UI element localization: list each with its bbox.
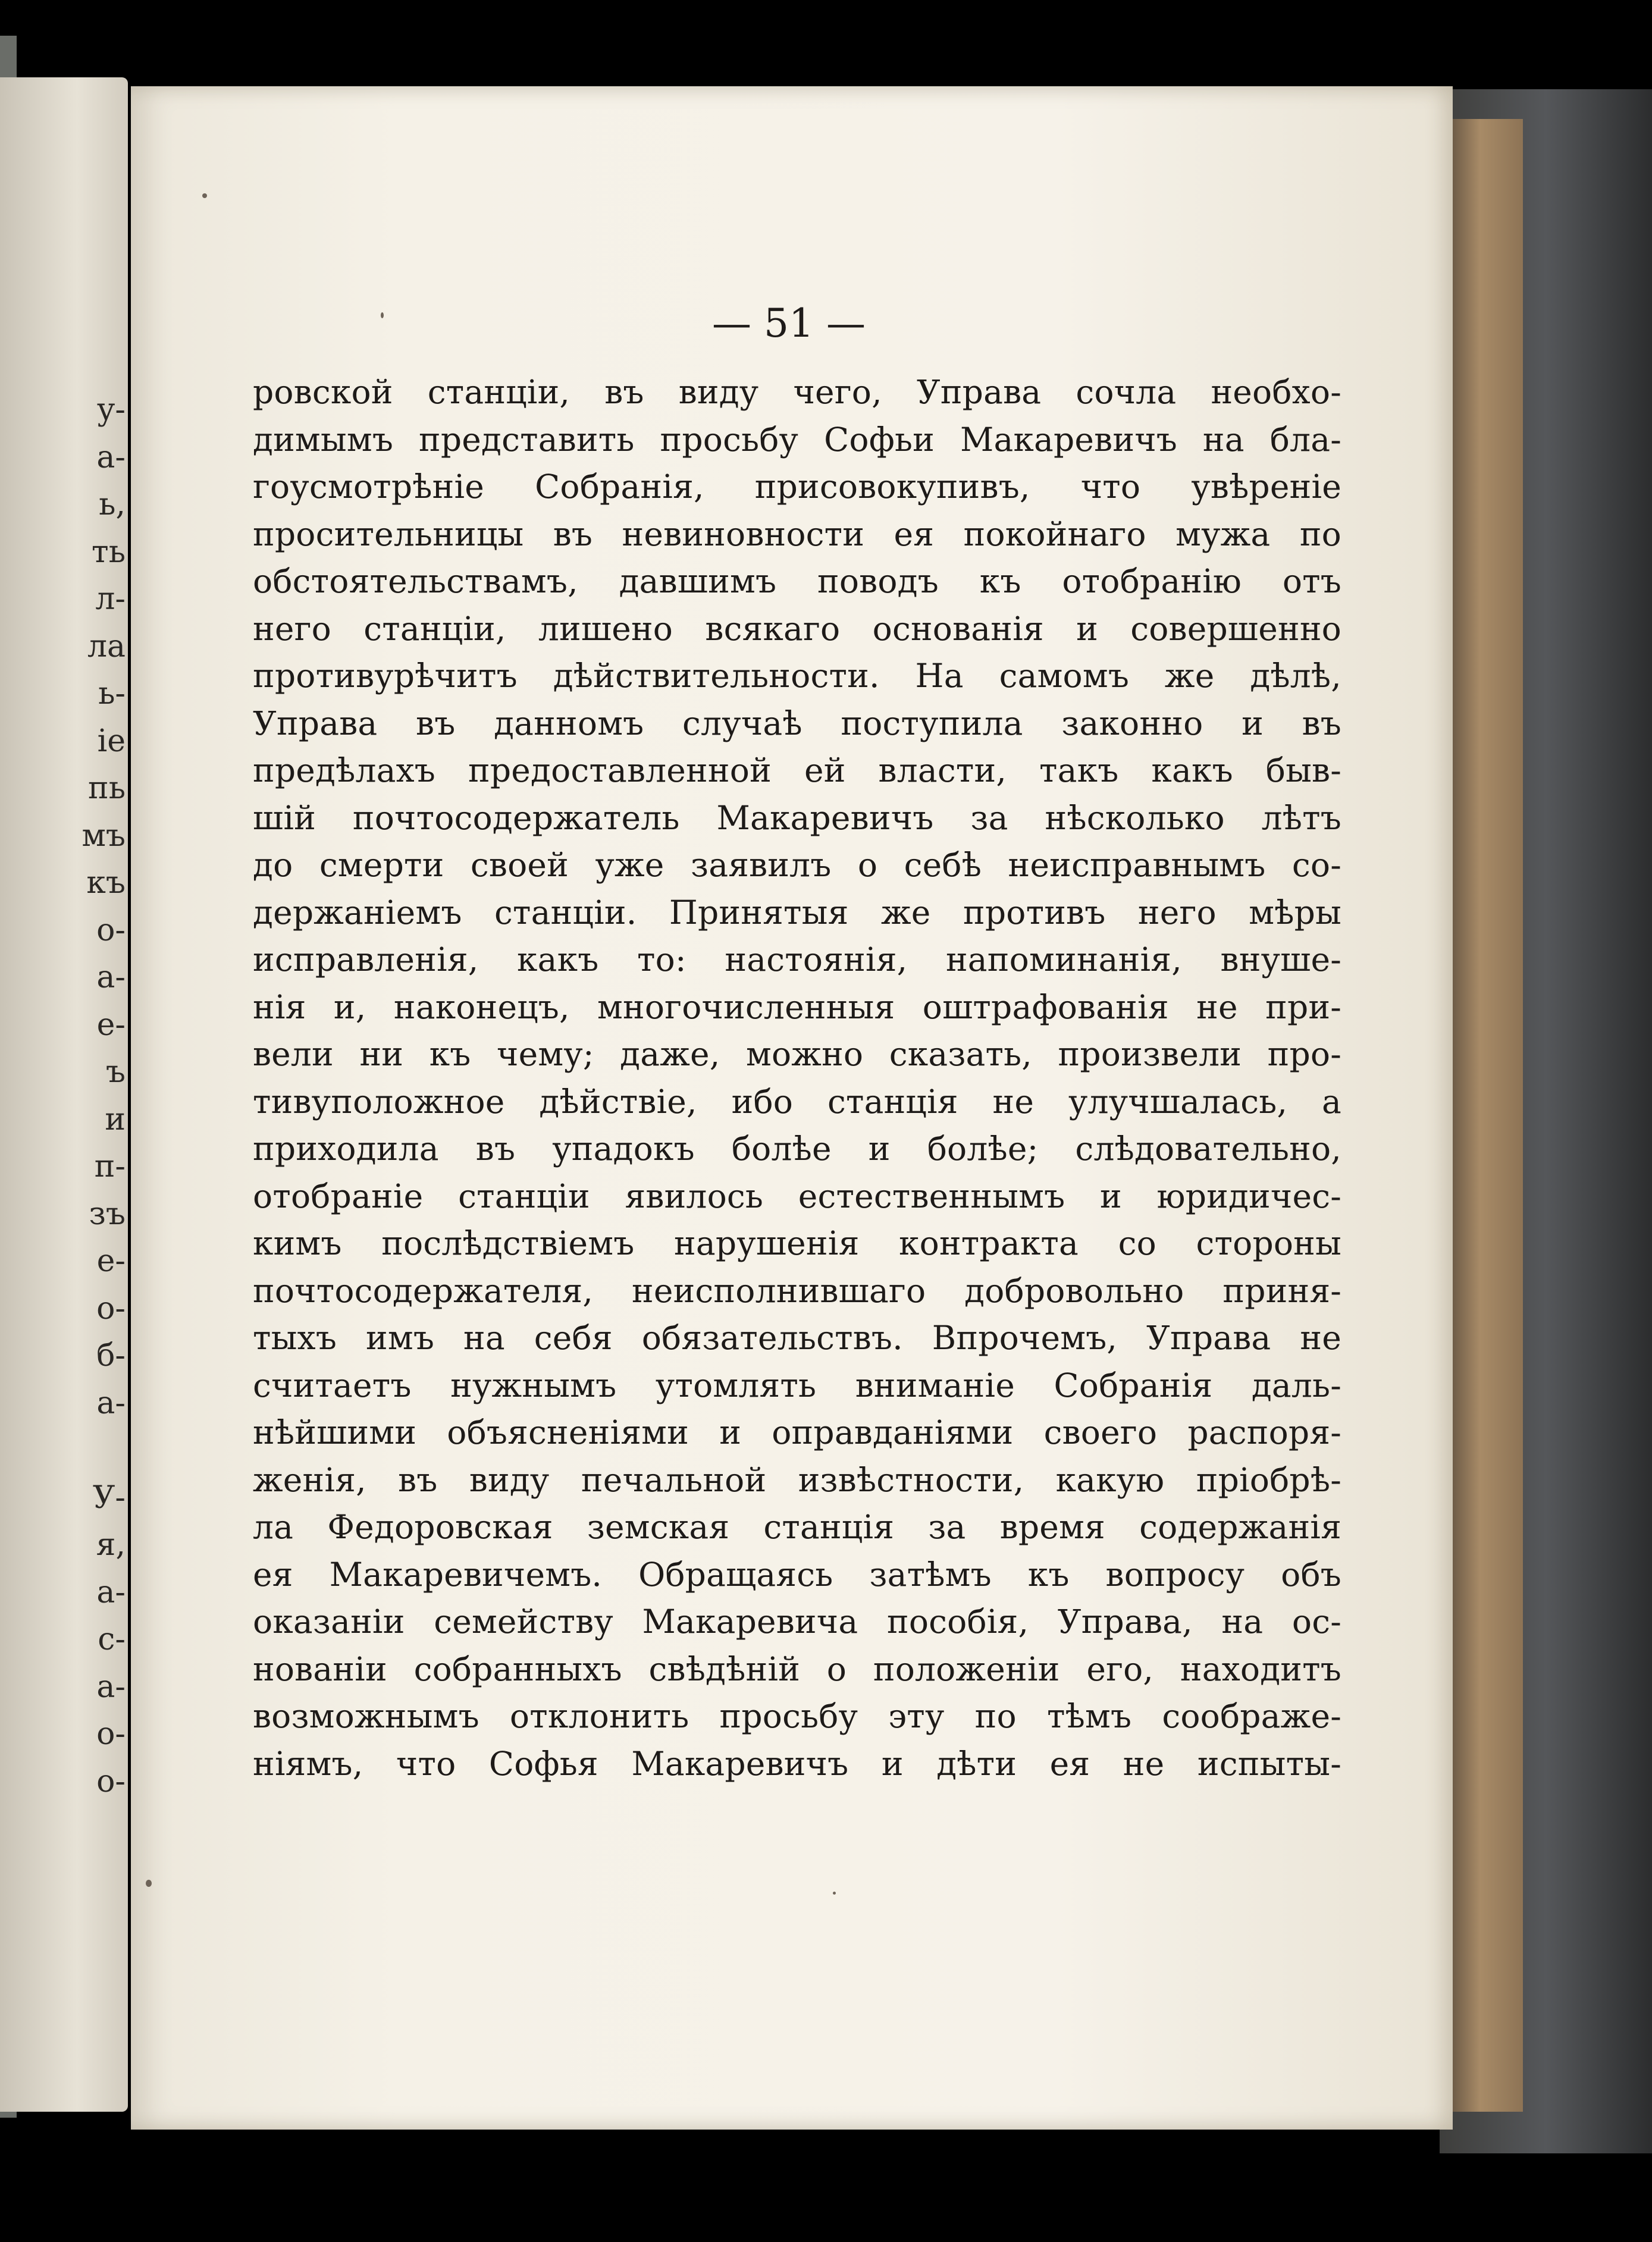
previous-page-fragment: а- bbox=[96, 1574, 126, 1610]
page-number bbox=[131, 300, 1453, 346]
paper-speck bbox=[202, 193, 207, 198]
previous-page-fragment: о- bbox=[96, 1290, 126, 1327]
text-line: гоусмотрѣніе Собранія, присовокупивъ, что увѣреніе bbox=[253, 468, 1341, 506]
paper-speck bbox=[833, 1892, 836, 1895]
text-line: до смерти своей уже заявилъ о себѣ неисправнымъ со- bbox=[253, 846, 1341, 884]
previous-page-fragment: а- bbox=[96, 1385, 126, 1421]
page-block-edges bbox=[1452, 119, 1523, 2112]
text-line: ровской станціи, въ виду чего, Управа сочла необхо- bbox=[253, 373, 1341, 411]
previous-page-edge bbox=[0, 77, 128, 2112]
previous-page-fragment: къ bbox=[86, 865, 126, 901]
text-line: возможнымъ отклонить просьбу эту по тѣмъ соображе- bbox=[253, 1697, 1341, 1735]
previous-page-fragment: п- bbox=[94, 1149, 126, 1184]
previous-page-fragment: е- bbox=[96, 1243, 126, 1279]
previous-page-fragment: мъ bbox=[81, 817, 126, 854]
text-line: оказаніи семейству Макаревича пособія, Управа, на ос- bbox=[253, 1603, 1341, 1641]
text-line: тыхъ имъ на себя обязательствъ. Впрочемъ, Управа не bbox=[253, 1319, 1341, 1357]
previous-page-fragment: ъ bbox=[105, 1054, 126, 1090]
paper-speck bbox=[381, 312, 384, 318]
previous-page-fragment: о- bbox=[96, 912, 126, 948]
text-line: держаніемъ станціи. Принятыя же противъ него мѣры bbox=[253, 893, 1341, 932]
previous-page-fragment: а- bbox=[96, 1669, 126, 1705]
previous-page-fragment: б- bbox=[96, 1338, 126, 1374]
text-line: просительницы въ невиновности ея покойнаго мужа по bbox=[253, 515, 1341, 553]
previous-page-fragment: зъ bbox=[89, 1196, 126, 1232]
text-line: приходила въ упадокъ болѣе и болѣе; слѣдовательно, bbox=[253, 1130, 1341, 1168]
text-line: исправленія, какъ то: настоянія, напоминанія, внуше- bbox=[253, 940, 1341, 979]
text-line: вели ни къ чему; даже, можно сказать, произвели про- bbox=[253, 1035, 1341, 1073]
previous-page-fragment: и bbox=[105, 1101, 126, 1137]
text-line: него станціи, лишено всякаго основанія и совершенно bbox=[253, 609, 1341, 648]
text-line: женія, въ виду печальной извѣстности, какую пріобрѣ- bbox=[253, 1460, 1341, 1499]
text-line: противурѣчитъ дѣйствительности. На самомъ же дѣлѣ, bbox=[253, 657, 1341, 695]
previous-page-line-fragments bbox=[0, 387, 128, 1805]
book-page bbox=[131, 86, 1453, 2130]
text-line: ея Макаревичемъ. Обращаясь затѣмъ къ вопросу объ bbox=[253, 1555, 1341, 1594]
previous-page-fragment: У- bbox=[92, 1479, 126, 1516]
previous-page-fragment: ла bbox=[87, 628, 126, 664]
previous-page-fragment: а- bbox=[96, 439, 126, 475]
text-line: шій почтосодержатель Макаревичъ за нѣсколько лѣтъ bbox=[253, 798, 1341, 837]
previous-page-fragment: ть bbox=[91, 534, 126, 570]
previous-page-fragment: іе bbox=[97, 723, 126, 759]
page-number-text: — 51 — bbox=[712, 300, 866, 346]
previous-page-fragment: пь bbox=[88, 770, 126, 806]
text-line: отобраніе станціи явилось естественнымъ и юридичес- bbox=[253, 1177, 1341, 1215]
previous-page-fragment: ь, bbox=[99, 487, 126, 522]
text-line: ніямъ, что Софья Макаревичъ и дѣти ея не испыты- bbox=[253, 1744, 1341, 1783]
text-line: почтосодержателя, неисполнившаго добровольно приня- bbox=[253, 1271, 1341, 1310]
text-line: ла Федоровская земская станція за время содержанія bbox=[253, 1508, 1341, 1546]
page-body-text bbox=[253, 369, 1341, 1788]
previous-page-fragment: а- bbox=[96, 959, 126, 995]
previous-page-fragment: у- bbox=[96, 392, 126, 428]
text-line: тивуположное дѣйствіе, ибо станція не улучшалась, а bbox=[253, 1082, 1341, 1121]
text-line: предѣлахъ предоставленной ей власти, такъ какъ быв- bbox=[253, 751, 1341, 789]
previous-page-fragment: е- bbox=[96, 1006, 126, 1043]
previous-page-fragment: о- bbox=[96, 1763, 126, 1799]
paper-speck bbox=[146, 1880, 152, 1887]
text-line: нія и, наконецъ, многочисленныя оштрафованія не при- bbox=[253, 987, 1341, 1026]
previous-page-fragment: с- bbox=[98, 1622, 126, 1657]
text-line: считаетъ нужнымъ утомлять вниманіе Собранія даль- bbox=[253, 1366, 1341, 1404]
text-line: нѣйшими объясненіями и оправданіями своего распоря- bbox=[253, 1413, 1341, 1451]
text-line: обстоятельствамъ, давшимъ поводъ къ отобранію отъ bbox=[253, 562, 1341, 600]
previous-page-fragment: л- bbox=[95, 581, 126, 617]
text-line: димымъ представить просьбу Софьи Макаревичъ на бла- bbox=[253, 420, 1341, 459]
text-line: нованіи собранныхъ свѣдѣній о положеніи его, находитъ bbox=[253, 1650, 1341, 1688]
text-line: Управа въ данномъ случаѣ поступила законно и въ bbox=[253, 704, 1341, 742]
previous-page-fragment: я, bbox=[96, 1527, 126, 1563]
previous-page-fragment bbox=[0, 1427, 128, 1475]
previous-page-fragment: ь- bbox=[98, 676, 126, 711]
text-line: кимъ послѣдствіемъ нарушенія контракта со стороны bbox=[253, 1224, 1341, 1262]
previous-page-fragment: о- bbox=[96, 1716, 126, 1752]
